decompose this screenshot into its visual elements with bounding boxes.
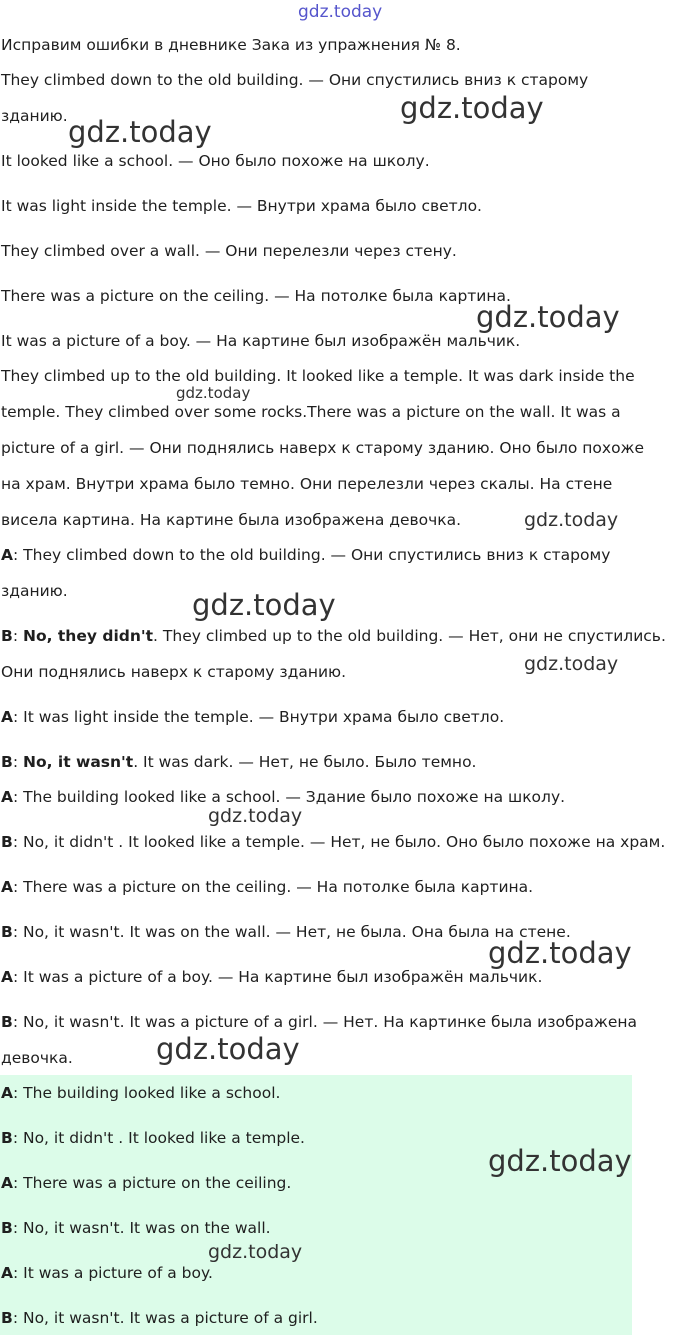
- dialog-text: . They climbed up to the old building. — Нет, они не спустились.: [153, 627, 666, 645]
- sentence-line: It was a picture of a boy. — На картине был изображён мальчик.: [1, 332, 521, 350]
- watermark: gdz.today: [400, 91, 544, 125]
- speaker-label: B: [1, 1129, 13, 1147]
- summary-line: [1, 1083, 280, 1103]
- dialog-line: [1, 832, 665, 852]
- dialog-text: : The building looked like a school. — Здание было похоже на школу.: [13, 788, 566, 806]
- sentence-line: It was light inside the temple. — Внутри храма было светло.: [1, 197, 482, 215]
- watermark: gdz.today: [524, 509, 619, 531]
- dialog-line: [1, 545, 610, 565]
- watermark: gdz.today: [156, 1032, 300, 1066]
- watermark: gdz.today: [476, 300, 620, 334]
- speaker-label: A: [1, 878, 13, 896]
- summary-highlight: [0, 1075, 632, 1335]
- dialog-text: : It was a picture of a boy. — На картине был изображён мальчик.: [13, 968, 543, 986]
- dialog-line: девочка.: [1, 1049, 73, 1067]
- dialog-text: . It was dark. — Нет, не было. Было темно.: [133, 753, 477, 771]
- dialog-text: : There was a picture on the ceiling. — На потолке была картина.: [13, 878, 534, 896]
- paragraph-line: temple. They climbed over some rocks.There was a picture on the wall. It was a: [1, 403, 621, 421]
- dialog-line: зданию.: [1, 582, 68, 600]
- speaker-label: B: [1, 1309, 13, 1327]
- speaker-label: B: [1, 753, 13, 771]
- speaker-label: B: [1, 833, 13, 851]
- dialog-line: [1, 1012, 637, 1032]
- watermark: gdz.today: [208, 805, 303, 827]
- sentence-line: There was a picture on the ceiling. — На потолке была картина.: [1, 287, 511, 305]
- dialog-bold: No, it wasn't: [22, 753, 134, 771]
- paragraph-line: на храм. Внутри храма было темно. Они перелезли через скалы. На стене: [1, 475, 613, 493]
- summary-line: [1, 1263, 213, 1283]
- watermark: gdz.today: [524, 653, 619, 675]
- paragraph-line: picture of a girl. — Они поднялись наверх к старому зданию. Оно было похоже: [1, 439, 645, 457]
- sentence-line: They climbed down to the old building. — Они спустились вниз к старому: [1, 71, 589, 89]
- dialog-line: [1, 787, 565, 807]
- watermark: gdz.today: [488, 1144, 632, 1178]
- speaker-label: B: [1, 627, 13, 645]
- speaker-label: A: [1, 1264, 13, 1282]
- speaker-label: A: [1, 1084, 13, 1102]
- dialog-text: :: [12, 627, 23, 645]
- dialog-text: : No, it wasn't. It was on the wall. — Нет, не была. Она была на стене.: [12, 923, 571, 941]
- summary-line: [1, 1128, 305, 1148]
- intro-text: Исправим ошибки в дневнике Зака из упражнения № 8.: [1, 36, 461, 54]
- summary-text: : No, it wasn't. It was on the wall.: [12, 1219, 271, 1237]
- watermark: gdz.today: [192, 588, 336, 622]
- dialog-line: [1, 967, 542, 987]
- sentence-line: зданию.: [1, 107, 68, 125]
- speaker-label: A: [1, 546, 13, 564]
- paragraph-line: They climbed up to the old building. It looked like a temple. It was dark inside the: [1, 367, 635, 385]
- summary-line: [1, 1308, 318, 1328]
- watermark: gdz.today: [176, 384, 251, 402]
- speaker-label: A: [1, 968, 13, 986]
- summary-line: [1, 1218, 271, 1238]
- sentence-line: They climbed over a wall. — Они перелезли через стену.: [1, 242, 457, 260]
- dialog-text: : No, it didn't . It looked like a temple. — Нет, не было. Оно было похоже на храм.: [12, 833, 666, 851]
- speaker-label: B: [1, 1013, 13, 1031]
- paragraph-line: висела картина. На картине была изображена девочка.: [1, 511, 462, 529]
- speaker-label: A: [1, 1174, 13, 1192]
- summary-text: : The building looked like a school.: [13, 1084, 281, 1102]
- dialog-line: [1, 707, 504, 727]
- speaker-label: B: [1, 1219, 13, 1237]
- summary-text: : No, it wasn't. It was a picture of a girl.: [12, 1309, 318, 1327]
- watermark-top: gdz.today: [298, 2, 383, 22]
- dialog-line: [1, 877, 533, 897]
- dialog-text: : No, it wasn't. It was a picture of a girl. — Нет. На картинке была изображена: [12, 1013, 637, 1031]
- dialog-bold: No, they didn't: [22, 627, 154, 645]
- summary-text: : There was a picture on the ceiling.: [13, 1174, 292, 1192]
- speaker-label: B: [1, 923, 13, 941]
- summary-line: [1, 1173, 291, 1193]
- watermark: gdz.today: [208, 1241, 303, 1263]
- dialog-text: : It was light inside the temple. — Внутри храма было светло.: [13, 708, 505, 726]
- dialog-line: Они поднялись наверх к старому зданию.: [1, 663, 347, 681]
- dialog-text: :: [12, 753, 23, 771]
- watermark: gdz.today: [488, 936, 632, 970]
- summary-text: : No, it didn't . It looked like a temple.: [12, 1129, 305, 1147]
- sentence-line: It looked like a school. — Оно было похоже на школу.: [1, 152, 430, 170]
- dialog-line: [1, 626, 666, 646]
- dialog-line: [1, 922, 571, 942]
- dialog-line: [1, 752, 476, 772]
- dialog-text: : They climbed down to the old building. — Они спустились вниз к старому: [13, 546, 611, 564]
- speaker-label: A: [1, 708, 13, 726]
- watermark: gdz.today: [68, 115, 212, 149]
- speaker-label: A: [1, 788, 13, 806]
- summary-text: : It was a picture of a boy.: [13, 1264, 213, 1282]
